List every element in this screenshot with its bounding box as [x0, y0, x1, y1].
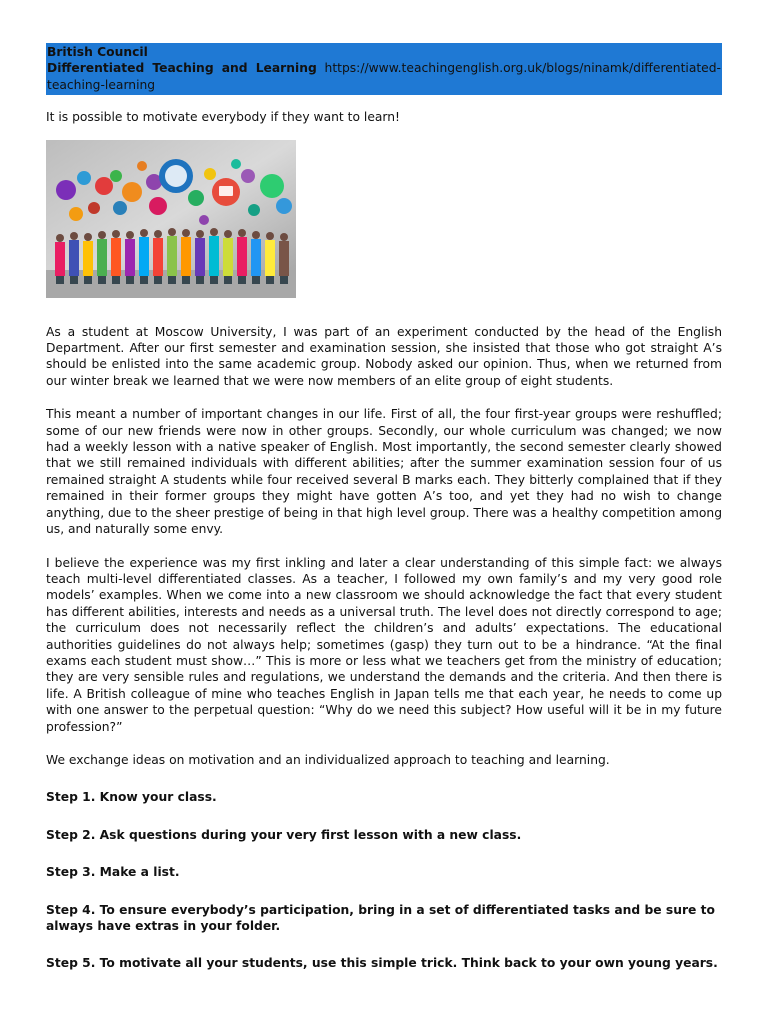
intro-line: It is possible to motivate everybody if they want to learn! [46, 110, 400, 125]
header-url-link[interactable]: https://www.teachingenglish.org.uk/blogs/ninamk/differentiated-teaching-learning [47, 61, 721, 92]
step-2: Step 2. Ask questions during your very first lesson with a new class. [46, 827, 522, 842]
paragraph-3: I believe the experience was my first inkling and later a clear understanding of this simple fact: we always teach multi-level differentiated classes. As a teacher, I followed my own family’s and my very good role models’ examples. When we come into a new classroom we should acknowledge the fact that every student has different abilities, interests and needs as a universal truth. The level does not directly correspond to age; the curriculum does not necessarily reflect the children’s and adults’ expectations. The educational authorities guidelines do not always help; sometimes (gasp) they turn out to be a hindrance. “At the final exams each student must show…” This is more or less what we teachers get from the ministry of education; they are very sensible rules and regulations, we understand the demands and the criteria. And then there is life. A British colleague of mine who teaches English in Japan tells me that each year, he needs to come up with one answer to the perpetual question: “Why do we need this subject? How useful will it be in my future profession?” [46, 555, 722, 734]
crowd-of-students [55, 228, 289, 284]
paragraph-1: As a student at Moscow University, I was part of an experiment conducted by the head of the English Department. After our first semester and examination session, she insisted that those who got straight A’s should be enlisted into the same academic group. Nobody asked our opinion. Thus, when we returned from our winter break we learned that we were now members of an elite group of eight students. [46, 324, 722, 388]
paragraph-4: We exchange ideas on motivation and an individualized approach to teaching and learning. [46, 752, 610, 767]
header-title: Differentiated Teaching and Learning [47, 61, 317, 76]
step-5: Step 5. To motivate all your students, use this simple trick. Think back to your own young years. [46, 956, 718, 971]
step-3: Step 3. Make a list. [46, 865, 180, 880]
step-4: Step 4. To ensure everybody’s participation, bring in a set of differentiated tasks and be sure to always have extras in your folder. [46, 902, 715, 933]
paragraph-2: This meant a number of important changes in our life. First of all, the four first-year groups were reshuffled; some of our new friends were now in other groups. Secondly, our whole curriculum was changed; we now had a weekly lesson with a native speaker of English. Most importantly, the second semester clearly showed that we still remained individuals with different abilities; after the summer examination session four of us remained straight A students while four received several B marks each. They bitterly complained that if they remained in their former groups they might have gotten A’s too, and yet they had no wish to change anything, due to the sheer prestige of being in that high level group. There was a healthy competition among us, and naturally some envy. [46, 407, 722, 537]
header-org: British Council [47, 45, 148, 59]
step-1: Step 1. Know your class. [46, 790, 217, 805]
hero-image [46, 140, 296, 298]
header-band [46, 43, 722, 95]
